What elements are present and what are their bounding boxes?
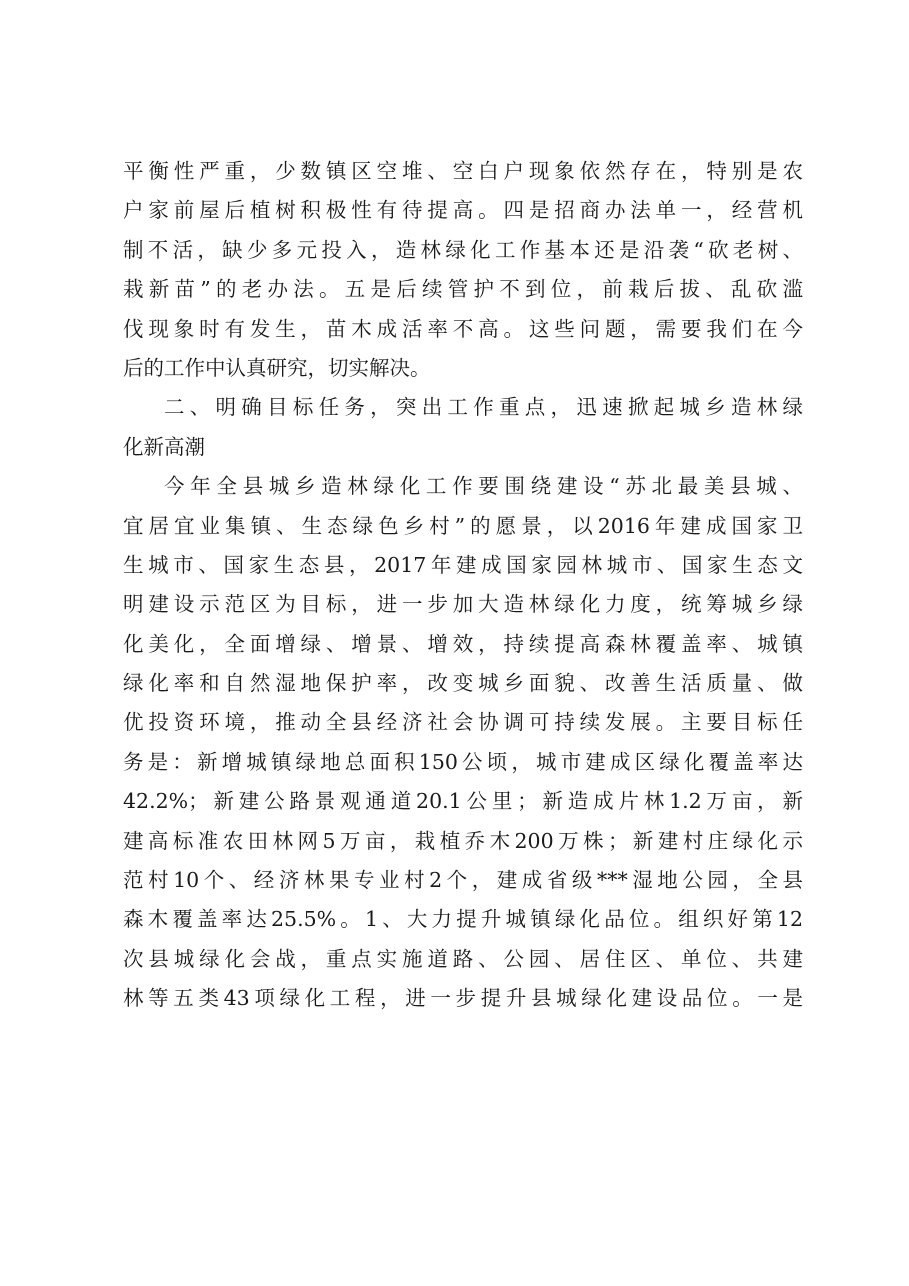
text-line: 后的工作中认真研究，切实解决。 <box>123 355 431 380</box>
text-line: 务是：新增城镇绿地总面积150公顷，城市建成区绿化覆盖率达 <box>123 749 803 774</box>
text-line: 化美化，全面增绿、增景、增效，持续提高森林覆盖率、城镇 <box>123 631 803 656</box>
section-heading-line: 二、明确目标任务，突出工作重点，迅速掀起城乡造林绿 <box>164 395 803 420</box>
section-heading-line: 化新高潮 <box>123 434 205 459</box>
text-line: 林等五类43项绿化工程，进一步提升县城绿化建设品位。一是 <box>123 986 803 1011</box>
text-line: 伐现象时有发生，苗木成活率不高。这些问题，需要我们在今 <box>123 316 803 341</box>
text-line: 平衡性严重，少数镇区空堆、空白户现象依然存在，特别是农 <box>123 159 803 183</box>
text-line: 宜居宜业集镇、生态绿色乡村”的愿景，以2016年建成国家卫 <box>123 513 803 538</box>
text-line: 优投资环境，推动全县经济社会协调可持续发展。主要目标任 <box>123 710 803 735</box>
text-line: 明建设示范区为目标，进一步加大造林绿化力度，统筹城乡绿 <box>123 592 803 617</box>
text-line: 绿化率和自然湿地保护率，改变城乡面貌、改善生活质量、做 <box>123 671 803 696</box>
body-text <box>123 152 803 1019</box>
text-line: 户家前屋后植树积极性有待提高。四是招商办法单一，经营机 <box>123 198 803 223</box>
text-line: 生城市、国家生态县，2017年建成国家园林城市、国家生态文 <box>123 552 803 577</box>
text-line: 建高标准农田林网5万亩，栽植乔木200万株；新建村庄绿化示 <box>123 828 803 853</box>
text-line: 次县城绿化会战，重点实施道路、公园、居住区、单位、共建 <box>123 946 803 971</box>
text-line: 42.2%；新建公路景观通道20.1公里；新造成片林1.2万亩，新 <box>123 789 803 814</box>
text-line: 制不活，缺少多元投入，造林绿化工作基本还是沿袭“砍老树、 <box>123 237 803 262</box>
text-line: 森木覆盖率达25.5%。1、大力提升城镇绿化品位。组织好第12 <box>123 907 803 932</box>
text-line: 范村10个、经济林果专业村2个，建成省级***湿地公园，全县 <box>123 868 803 893</box>
text-line: 今年全县城乡造林绿化工作要围绕建设“苏北最美县城、 <box>164 474 803 499</box>
text-line: 栽新苗”的老办法。五是后续管护不到位，前栽后拔、乱砍滥 <box>123 277 803 302</box>
